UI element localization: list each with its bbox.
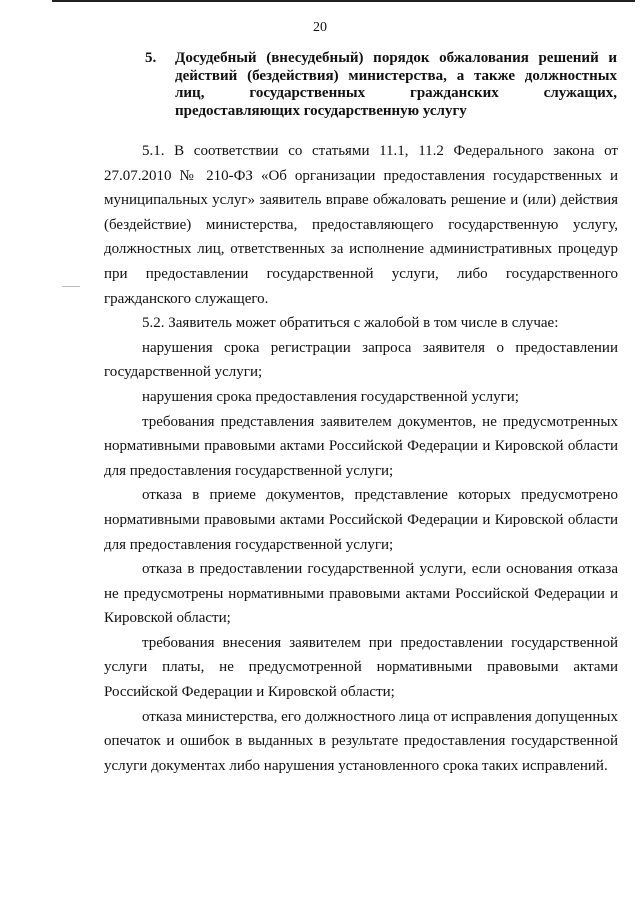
section-title: Досудебный (внесудебный) порядок обжалования решений и действий (бездействия) министерства, а также должностных лиц, государственных гражданских служащих, предоставляющих государственную услугу (175, 50, 617, 119)
section-heading (147, 50, 617, 120)
document-body (104, 139, 618, 778)
top-border-line (52, 0, 635, 2)
list-item: требования внесения заявителем при предоставлении государственной услуги платы, не предусмотренной нормативными правовыми актами Российской Федерации и Кировской области; (104, 634, 618, 701)
list-item: отказа в приеме документов, представление которых предусмотрено нормативными правовыми актами Российской Федерации и Кировской области для предоставления государственной услуги; (104, 487, 618, 553)
paragraph-5-2: 5.2. Заявитель может обратиться с жалобой в том числе в случае: (142, 315, 559, 332)
margin-mark (62, 286, 80, 287)
page-number: 20 (313, 20, 327, 35)
list-item: нарушения срока предоставления государственной услуги; (142, 388, 519, 405)
list-item: требования представления заявителем документов, не предусмотренных нормативными правовыми актами Российской Федерации и Кировской области для предоставления государственной услуги; (104, 413, 618, 479)
list-item: отказа в предоставлении государственной услуги, если основания отказа не предусмотрены нормативными правовыми актами Российской Федерации и Кировской области; (104, 561, 618, 627)
paragraph-5-1: 5.1. В соответствии со статьями 11.1, 11.2 Федерального закона от 27.07.2010 № 210-ФЗ «Об организации предоставления государственных и муниципальных услуг» заявитель вправе обжаловать решение и (или) действия (бездействие) министерства, предоставляющего государственную услугу, должностных лиц, ответственных за исполнение административных процедур при предоставлении государственной услуги, либо государственного гражданского служащего. (104, 143, 618, 307)
section-number: 5. (145, 50, 157, 66)
list-item: нарушения срока регистрации запроса заявителя о предоставлении государственной услуги; (104, 339, 618, 381)
list-item: отказа министерства, его должностного лица от исправления допущенных опечаток и ошибок в выданных в результате предоставления государственной услуги документах либо нарушения установленного срока таких исправлений. (104, 708, 618, 774)
